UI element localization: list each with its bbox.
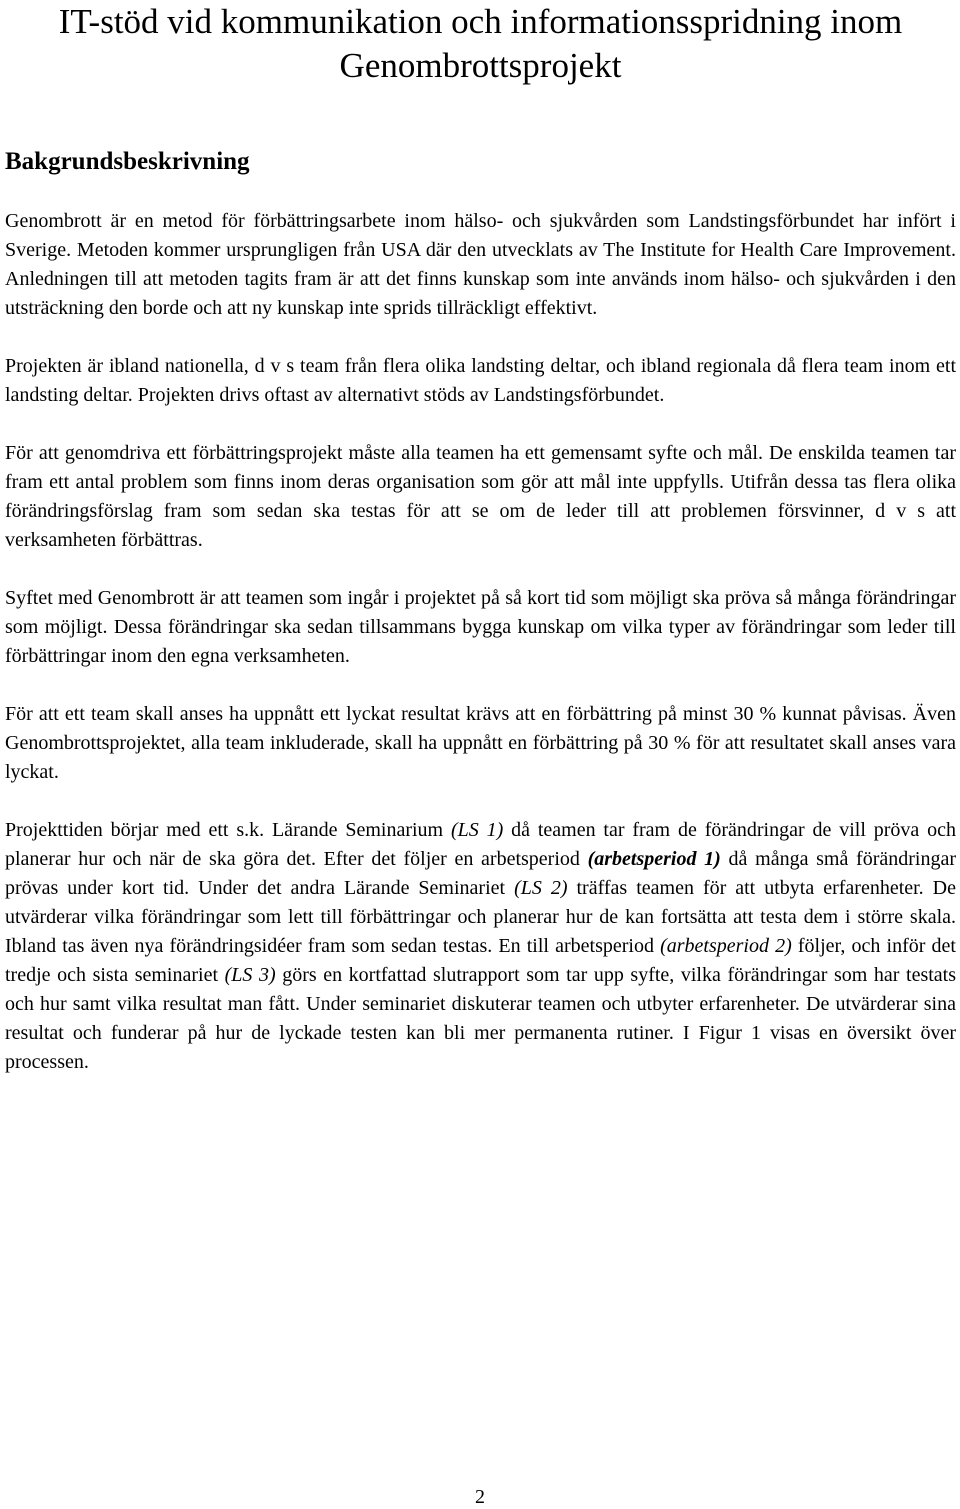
paragraph-2: Projekten är ibland nationella, d v s team från flera olika landsting deltar, och ibland regionala då flera team inom ett landsting deltar. Projekten drivs oftast av alternativt stöds av Landstingsförbundet.	[5, 355, 956, 406]
paragraph-6-segment: görs en kortfattad slutrapport som tar upp syfte, vilka förändringar som har testats och hur samt vilka resultat man fått. Under seminariet diskuterar teamen och utbyter erfarenheter. De utvärderar sina resultat och funderar på hur de lyckade testen kan bli mer permanenta rutiner. I Figur 1 visas en översikt över processen.	[5, 964, 956, 1073]
arbetsperiod-2-label: (arbetsperiod 2)	[660, 935, 792, 957]
arbetsperiod-1-label: (arbetsperiod 1)	[587, 848, 721, 870]
page-number: 2	[475, 1486, 485, 1508]
ls2-label: (LS 2)	[514, 877, 568, 899]
ls1-label: (LS 1)	[450, 819, 504, 841]
paragraph-4: Syftet med Genombrott är att teamen som ingår i projektet på så kort tid som möjligt ska pröva så många förändringar som möjligt. Dessa förändringar ska sedan tillsammans bygga kunskap om vilka typer av förändringar som leder till förbättringar inom den egna verksamheten.	[5, 587, 956, 667]
ls3-label: (LS 3)	[224, 964, 276, 986]
document-page	[5, 0, 956, 1077]
document-title: IT-stöd vid kommunikation och informationsspridning inom Genombrottsprojekt	[58, 2, 903, 85]
paragraph-5: För att ett team skall anses ha uppnått ett lyckat resultat krävs att en förbättring på minst 30 % kunnat påvisas. Även Genombrottsprojektet, alla team inkluderade, skall ha uppnått en förbättring på 30 % för att resultatet skall anses vara lyckat.	[5, 703, 956, 783]
paragraph-6-segment: då teamen tar fram de förändringar de vill pröva och planerar hur och när de ska göra det. Efter det följer en arbetsperiod	[5, 819, 956, 870]
paragraph-3: För att genomdriva ett förbättringsprojekt måste alla teamen ha ett gemensamt syfte och mål. De enskilda teamen tar fram ett antal problem som finns inom deras organisation som gör att mål inte uppfylls. Utifrån dessa tas flera olika förändringsförslag fram som sedan ska testas för att se om de leder till att problemen försvinner, d v s att verksamheten förbättras.	[5, 442, 956, 551]
paragraph-6-segment: då många små förändringar prövas under kort tid. Under det andra Lärande Seminariet	[5, 848, 957, 899]
paragraph-1: Genombrott är en metod för förbättringsarbete inom hälso- och sjukvården som Landstingsförbundet har infört i Sverige. Metoden kommer ursprungligen från USA där den utvecklats av The Institute for Health Care Improvement. Anledningen till att metoden tagits fram är att det finns kunskap som inte används inom hälso- och sjukvården i den utsträckning den borde och att ny kunskap inte sprids tillräckligt effektivt.	[5, 210, 956, 319]
paragraph-6-segment: följer, och inför det tredje och sista seminariet	[5, 935, 956, 986]
paragraph-6	[5, 816, 956, 1077]
paragraph-6-segment: träffas teamen för att utbyta erfarenheter. De utvärderar vilka förändringar som lett till förbättringar och planerar hur de kan fortsätta att testa dem i större skala. Ibland tas även nya förändringsidéer fram som sedan testas. En till arbetsperiod	[5, 877, 956, 957]
paragraph-6-segment: Projekttiden börjar med ett s.k. Lärande Seminarium	[5, 819, 451, 841]
section-heading: Bakgrundsbeskrivning	[5, 148, 250, 175]
